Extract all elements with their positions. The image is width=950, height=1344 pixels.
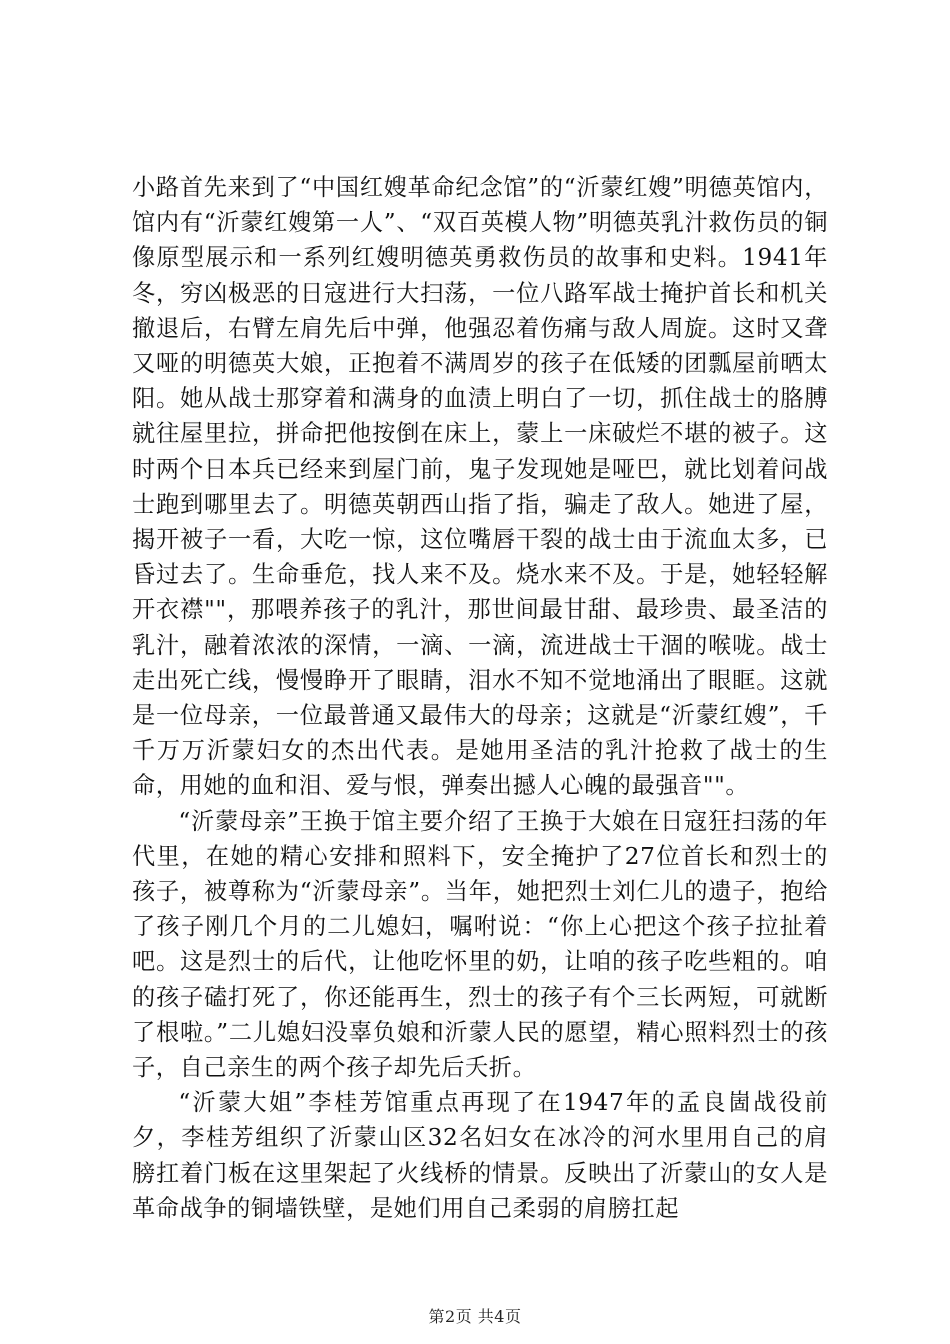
paragraph-liguifang: “沂蒙大姐”李桂芳馆重点再现了在1947年的孟良崮战役前夕，李桂芳组织了沂蒙山区32名妇女在冰冷的河水里用自己的肩膀扛着门板在这里架起了火线桥的情景。反映出了沂蒙山的女人是革命战争的铜墙铁壁，是她们用自己柔弱的肩膀扛起 (132, 1089, 828, 1222)
paragraph-wanghuanyu: “沂蒙母亲”王换于馆主要介绍了王换于大娘在日寇狂扫荡的年代里，在她的精心安排和照料下，安全掩护了27位首长和烈士的孩子，被尊称为“沂蒙母亲”。当年，她把烈士刘仁儿的遗子，抱给了孩子刚几个月的二儿媳妇，嘱咐说：“你上心把这个孩子拉扯着吧。这是烈士的后代，让他吃怀里的奶，让咱的孩子吃些粗的。咱的孩子磕打死了，你还能再生，烈士的孩子有个三长两短，可就断了根啦。”二儿媳妇没辜负娘和沂蒙人民的愿望，精心照料烈士的孩子，自己亲生的两个孩子却先后夭折。 (132, 807, 828, 1082)
document-body (132, 170, 828, 1226)
paragraph-mingdeying: 小路首先来到了“中国红嫂革命纪念馆”的“沂蒙红嫂”明德英馆内，馆内有“沂蒙红嫂第一人”、“双百英模人物”明德英乳汁救伤员的铜像原型展示和一系列红嫂明德英勇救伤员的故事和史料。1941年冬，穷凶极恶的日寇进行大扫荡，一位八路军战士掩护首长和机关撤退后，右臂左肩先后中弹，他强忍着伤痛与敌人周旋。这时又聋又哑的明德英大娘，正抱着不满周岁的孩子在低矮的团瓢屋前晒太阳。她从战士那穿着和满身的血渍上明白了一切，抓住战士的胳膊就往屋里拉，拼命把他按倒在床上，蒙上一床破烂不堪的被子。这时两个日本兵已经来到屋门前，鬼子发现她是哑巴，就比划着问战士跑到哪里去了。明德英朝西山指了指，骗走了敌人。她进了屋，揭开被子一看，大吃一惊，这位嘴唇干裂的战士由于流血太多，已昏过去了。生命垂危，找人来不及。烧水来不及。于是，她轻轻解开衣襟""，那喂养孩子的乳汁，那世间最甘甜、最珍贵、最圣洁的乳汁，融着浓浓的深情，一滴、一滴，流进战士干涸的喉咙。战士走出死亡线，慢慢睁开了眼睛，泪水不知不觉地涌出了眼眶。这就是一位母亲，一位最普通又最伟大的母亲；这就是“沂蒙红嫂”，千千万万沂蒙妇女的杰出代表。是她用圣洁的乳汁抢救了战士的生命，用她的血和泪、爱与恨，弹奏出撼人心魄的最强音""。 (132, 174, 828, 800)
page-number-footer: 第2页 共4页 (428, 1307, 522, 1326)
